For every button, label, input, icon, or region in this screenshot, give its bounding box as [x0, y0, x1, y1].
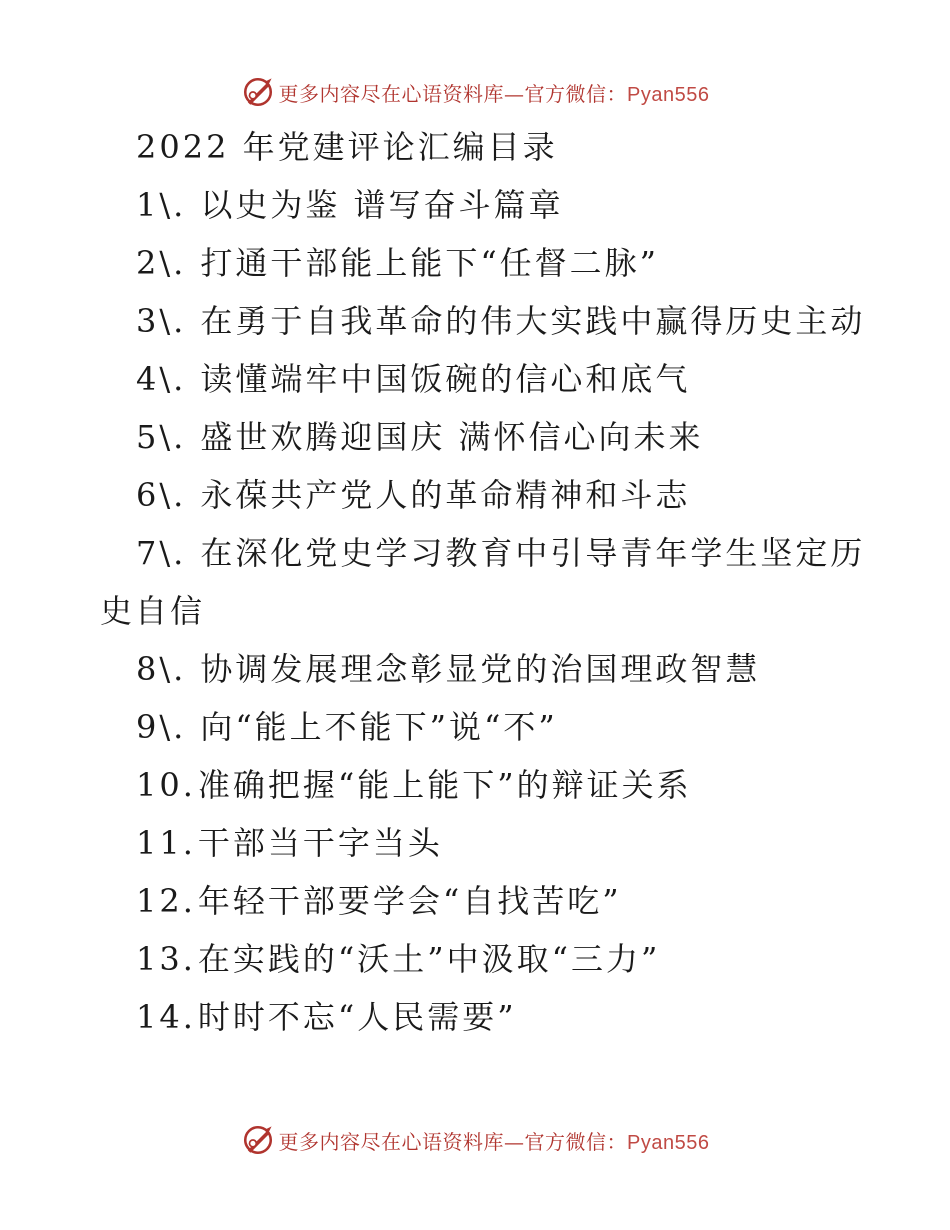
watermark-wechat-id: Pyan556 — [627, 1131, 710, 1154]
toc-item — [136, 292, 865, 350]
toc-item — [136, 350, 690, 408]
toc-item-title: 盛世欢腾迎国庆 满怀信心向未来 — [200, 418, 704, 456]
toc-item-title: 在深化党史学习教育中引导青年学生坚定历 — [200, 534, 866, 572]
toc-item-number: 4\. — [136, 360, 187, 398]
toc-item-title: 永葆共产党人的革命精神和斗志 — [200, 476, 691, 514]
toc-item — [136, 408, 704, 466]
toc-item — [136, 988, 517, 1046]
toc-item-title: 向“能上不能下”说“不” — [200, 708, 558, 746]
toc-item-number: 8\. — [136, 650, 187, 688]
toc-item — [136, 698, 558, 756]
toc-item — [136, 872, 622, 930]
toc-item-title: 读懂端牢中国饭碗的信心和底气 — [200, 360, 691, 398]
toc-item-continuation: 史自信 — [100, 592, 206, 630]
toc-item — [136, 640, 760, 698]
toc-item — [136, 176, 564, 234]
toc-item-title: 准确把握“能上能下”的辩证关系 — [197, 766, 692, 804]
watermark-wechat-id: Pyan556 — [627, 83, 710, 106]
toc-item-number: 1\. — [136, 186, 187, 224]
quill-logo-icon — [241, 75, 275, 109]
watermark-label: 更多内容尽在心语资料库—官方微信： — [278, 1129, 628, 1154]
toc-item — [136, 930, 660, 988]
toc-item-title: 时时不忘“人民需要” — [197, 998, 517, 1036]
toc-item-number: 12. — [136, 882, 196, 920]
toc-item — [136, 524, 865, 582]
toc-item-number: 7\. — [136, 534, 187, 572]
watermark-label: 更多内容尽在心语资料库—官方微信： — [278, 81, 628, 106]
toc-item-title: 年轻干部要学会“自找苦吃” — [197, 882, 622, 920]
toc-item-number: 14. — [136, 998, 196, 1036]
toc-item-title: 在勇于自我革命的伟大实践中赢得历史主动 — [200, 302, 866, 340]
toc-item-title: 以史为鉴 谱写奋斗篇章 — [200, 186, 564, 224]
watermark-text — [279, 1126, 710, 1155]
toc-item-number: 2\. — [136, 244, 187, 282]
toc-item — [136, 234, 659, 292]
watermark-text — [279, 78, 710, 107]
toc-item — [136, 466, 690, 524]
quill-logo-icon — [241, 1123, 275, 1157]
toc-item-number: 13. — [136, 940, 196, 978]
toc-item-number: 10. — [136, 766, 196, 804]
toc-item — [136, 814, 443, 872]
toc-item-number: 9\. — [136, 708, 187, 746]
watermark-footer — [0, 1118, 950, 1162]
toc-item-title: 在实践的“沃土”中汲取“三力” — [197, 940, 661, 978]
document-title: 2022 年党建评论汇编目录 — [136, 128, 558, 166]
toc-item-number: 5\. — [136, 418, 187, 456]
toc-item-title: 协调发展理念彰显党的治国理政智慧 — [200, 650, 761, 688]
toc-item — [136, 756, 692, 814]
toc-item-number: 11. — [136, 824, 196, 862]
toc-item-number: 6\. — [136, 476, 187, 514]
toc-item-title: 打通干部能上能下“任督二脉” — [200, 244, 660, 282]
toc-item-title: 干部当干字当头 — [197, 824, 443, 862]
watermark-header — [0, 70, 950, 114]
toc-item-number: 3\. — [136, 302, 187, 340]
